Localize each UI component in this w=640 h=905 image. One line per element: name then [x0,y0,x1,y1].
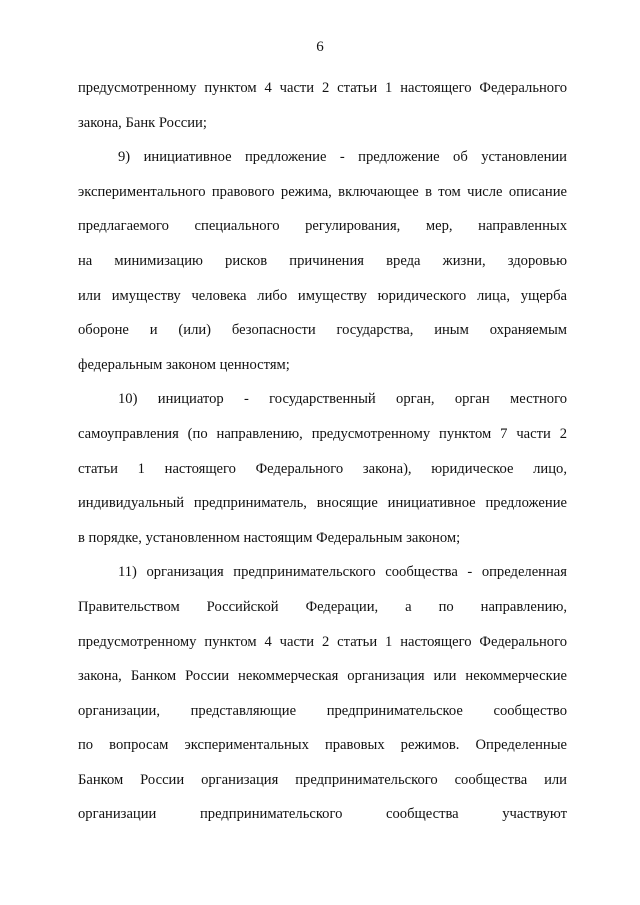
paragraph-first-line: 10) инициатор - государственный орган, орган местного [118,391,567,408]
text-line: предлагаемого специального регулирования, мер, направленных [78,218,567,235]
text-line: закона, Банком России некоммерческая организация или некоммерческие [78,668,567,685]
text-line: организации, представляющие предпринимательское сообщество [78,702,567,719]
paragraph-first-line: 9) инициативное предложение - предложение об установлении [118,149,567,166]
text-line: или имуществу человека либо имуществу юридического лица, ущерба [78,287,567,304]
text-line: самоуправления (по направлению, предусмотренному пунктом 7 части 2 [78,425,567,442]
page-number: 6 [316,39,324,55]
text-line: предусмотренному пунктом 4 части 2 статьи 1 настоящего Федерального [78,633,567,650]
text-line: федеральным законом ценностям; [78,356,290,373]
document-body [78,78,567,839]
text-line: экспериментального правового режима, включающее в том числе описание [78,183,567,200]
text-line: Правительством Российской Федерации, а по направлению, [78,598,567,615]
text-line: обороне и (или) безопасности государства, иным охраняемым [78,322,567,339]
text-line: индивидуальный предприниматель, вносящие инициативное предложение [78,495,567,512]
text-line: предусмотренному пунктом 4 части 2 статьи 1 настоящего Федерального [78,80,567,96]
text-line: Банком России организация предпринимательского сообщества или [78,771,567,788]
text-line: в порядке, установленном настоящим Федеральным законом; [78,529,461,546]
text-line: статьи 1 настоящего Федерального закона), юридическое лицо, [78,460,567,477]
text-line: на минимизацию рисков причинения вреда жизни, здоровью [78,252,567,269]
text-line: закона, Банк России; [78,114,207,131]
text-line: организации предпринимательского сообщества участвуют [78,806,567,823]
paragraph-first-line: 11) организация предпринимательского сообщества - определенная [118,564,567,581]
text-line: по вопросам экспериментальных правовых режимов. Определенные [78,737,567,754]
